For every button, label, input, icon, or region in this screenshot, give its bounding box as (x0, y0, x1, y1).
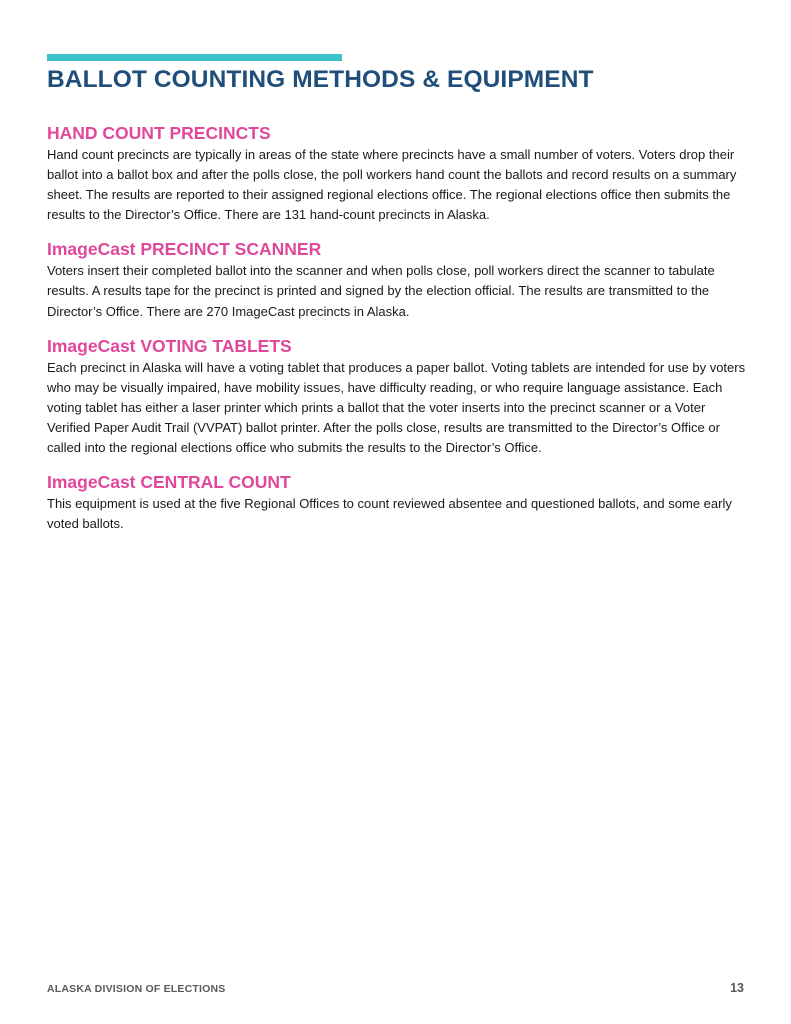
section-body: Hand count precincts are typically in areas of the state where precincts have a small number of voters. Voters drop their ballot into a ballot box and after the polls close, the poll workers hand count the ballots and record results on a summary sheet. The results are reported to their assigned regional elections office. The regional elections office then submits the results to the Director’s Office. There are 131 hand-count precincts in Alaska. (47, 147, 737, 223)
footer-organization: ALASKA DIVISION OF ELECTIONS (47, 983, 226, 995)
page-number: 13 (730, 981, 744, 995)
section-central-count (47, 471, 752, 534)
section-voting-tablets (47, 335, 752, 458)
section-precinct-scanner (47, 238, 752, 321)
section-heading: ImageCast VOTING TABLETS (47, 335, 292, 356)
section-body: This equipment is used at the five Regional Offices to count reviewed absentee and questioned ballots, and some early voted ballots. (47, 496, 732, 532)
section-heading: ImageCast PRECINCT SCANNER (47, 239, 322, 260)
section-hand-count-precincts (47, 122, 752, 225)
section-heading: ImageCast CENTRAL COUNT (47, 472, 291, 493)
section-body: Voters insert their completed ballot into the scanner and when polls close, poll workers direct the scanner to tabulate results. A results tape for the precinct is printed and signed by the election official. The results are transmitted to the Director’s Office. There are 270 ImageCast precincts in Alaska. (47, 263, 715, 319)
document-content (47, 122, 752, 547)
section-heading: HAND COUNT PRECINCTS (47, 123, 271, 143)
section-body: Each precinct in Alaska will have a voting tablet that produces a paper ballot. Voting tablets are intended for use by voters who may be visually impaired, have mobility issues, have difficulty reading, or who require language assistance. Each voting tablet has either a laser printer which prints a ballot that the voter inserts into the precinct scanner or a Voter Verified Paper Audit Trail (VVPAT) ballot printer. After the polls close, results are transmitted to the Director’s Office or called into the regional elections office who submits the results to the Director’s Office. (47, 359, 746, 456)
header-accent-bar (47, 54, 342, 61)
page-title: BALLOT COUNTING METHODS & EQUIPMENT (47, 66, 594, 93)
